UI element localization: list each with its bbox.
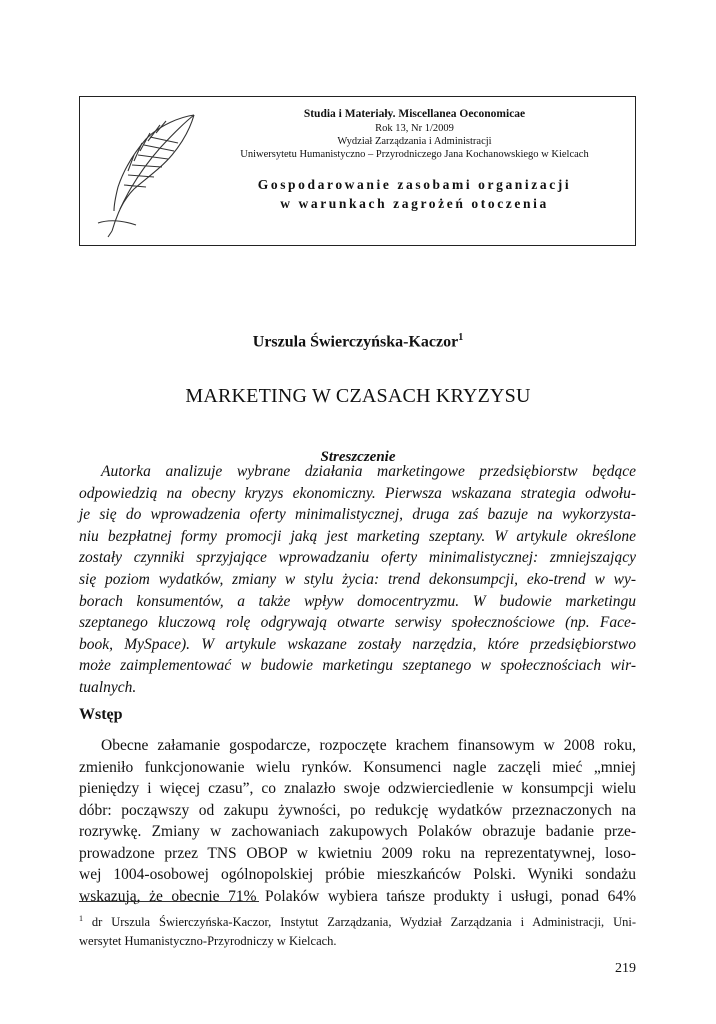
author-footnote-marker: 1 <box>458 332 464 343</box>
abstract-line: Autorka analizuje wybrane działania marketingowe przedsiębiorstw będące <box>101 463 636 480</box>
issue-theme <box>200 175 629 213</box>
footnote-line-2: wersytet Humanistyczno-Przyrodniczy w Kielcach. <box>79 934 337 949</box>
footnote-divider <box>79 901 259 902</box>
page-number: 219 <box>615 961 636 976</box>
abstract-line: się poziom wydatków, zmiany w stylu życia: trend dekonsumpcji, eko-trend w wy- <box>79 570 636 588</box>
journal-name: Studia i Materiały. Miscellanea Oeconomicae <box>303 108 526 120</box>
body-line: rozrywkę. Zmiany w zachowaniach zakupowych Polaków obrazuje badanie prze- <box>79 823 636 840</box>
footnote <box>79 909 636 951</box>
body-line: dóbr: począwszy od zakupu żywności, po redukcję wydatków przeznaczonych na <box>79 801 636 819</box>
abstract-line: book, MySpace). W artykule wskazane zostały narzędzia, które przedsiębiorstwo <box>79 635 636 653</box>
journal-department: Wydział Zarządzania i Administracji <box>337 136 492 147</box>
journal-header-box <box>79 96 636 246</box>
body-paragraph <box>79 735 636 907</box>
body-line: prowadzone przez TNS OBOP w kwietniu 2009 roku na reprezentatywnej, loso- <box>79 844 636 862</box>
abstract-line: tualnych. <box>79 678 137 696</box>
body-line: zmieniło funkcjonowanie wielu rynków. Konsumenci nagle zaczęli mieć „mniej <box>79 758 636 776</box>
abstract-line: może zaimplementować w budowie marketingu szeptanego w społecznościach wir- <box>79 657 636 675</box>
abstract-heading: Streszczenie <box>320 449 396 465</box>
body-line: wej 1004-osobowej ogólnopolskiej próbie mieszkańców Polski. Wyniki sondażu <box>79 866 636 883</box>
abstract-line: borach konsumentów, a także wpływ domocentryzmu. W budowie marketingu <box>79 592 636 610</box>
abstract-line: niu bezpłatnej formy promocji jaką jest marketing szeptany. W artykule określone <box>79 527 636 545</box>
abstract-line: szeptanego kluczową rolę odgrywają otwarte serwisy społecznościowe (np. Face- <box>79 614 636 632</box>
article-author <box>0 332 716 351</box>
footnote-line-1 <box>79 909 636 932</box>
journal-university: Uniwersytetu Humanistyczno – Przyrodniczego Jana Kochanowskiego w Kielcach <box>240 149 589 160</box>
abstract-line: je się do wprowadzenia oferty minimalistycznej, druga zaś bazuje na wykorzysta- <box>79 506 636 524</box>
body-line: pieniędzy i więcej czasu”, co znalazło swoje odzwierciedlenie w konsumpcji wielu <box>79 780 636 797</box>
quill-logo <box>90 103 200 239</box>
footnote-marker: 1 <box>79 914 83 923</box>
abstract-paragraph <box>79 461 636 699</box>
journal-issue: Rok 13, Nr 1/2009 <box>375 123 454 134</box>
body-line: wskazują, że obecnie 71% Polaków wybiera tańsze produkty i usługi, ponad 64% <box>79 887 636 905</box>
footnote-text-1: dr Urszula Świerczyńska-Kaczor, Instytut Zarządzania, Wydział Zarządzania i Administracji, Uni- <box>83 915 636 930</box>
section-heading: Wstęp <box>79 706 123 723</box>
article-title: MARKETING W CZASACH KRYZYSU <box>185 385 531 407</box>
issue-theme-line-2: w warunkach zagrożeń otoczenia <box>280 196 549 211</box>
abstract-line: odpowiedzią na obecny kryzys ekonomiczny. Pierwsza wskazana strategia odwołu- <box>79 484 636 502</box>
issue-theme-line-1: Gospodarowanie zasobami organizacji <box>257 177 572 192</box>
body-line: Obecne załamanie gospodarcze, rozpoczęte krachem finansowym w 2008 roku, <box>101 737 636 754</box>
abstract-line: zostały czynniki sprzyjające wprowadzaniu oferty minimalistycznej: zmniejszający <box>79 549 636 567</box>
author-name: Urszula Świerczyńska-Kaczor <box>252 333 459 351</box>
